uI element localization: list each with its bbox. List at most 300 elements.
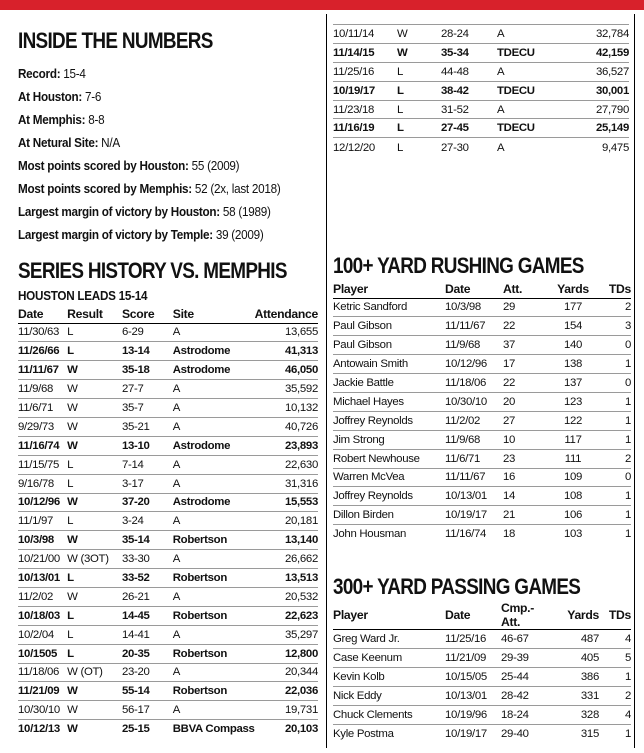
stat-label: At Netural Site: (18, 135, 99, 150)
cell-att: 18 (503, 525, 547, 544)
series-table (18, 305, 318, 739)
table-row (333, 138, 629, 157)
table-row (18, 436, 318, 455)
table-row (333, 725, 631, 744)
cell-result: L (67, 644, 122, 663)
table-row (18, 323, 318, 342)
cell-date: 11/23/18 (333, 100, 397, 119)
cell-score: 27-45 (441, 119, 497, 138)
cell-yards: 315 (553, 725, 599, 744)
cell-date: 10/19/96 (445, 706, 501, 725)
cell-att: 20 (503, 392, 547, 411)
cell-player: Ketric Sandford (333, 298, 445, 317)
cell-date: 11/16/19 (333, 119, 397, 138)
cell-result: L (67, 569, 122, 588)
cell-player: Warren McVea (333, 468, 445, 487)
cell-score: 55-14 (122, 682, 173, 701)
cell-score: 44-48 (441, 62, 497, 81)
cell-yards: 109 (547, 468, 599, 487)
table-row (18, 550, 318, 569)
cell-tds: 1 (599, 411, 631, 430)
cell-date: 11/25/16 (445, 630, 501, 649)
cell-player: Paul Gibson (333, 317, 445, 336)
cell-tds: 1 (599, 506, 631, 525)
passing-title: 300+ YARD PASSING GAMES (333, 574, 581, 599)
column-header: Attendance (255, 305, 318, 323)
cell-date: 11/11/67 (18, 361, 67, 380)
cell-player: Michael Hayes (333, 392, 445, 411)
cell-date: 11/18/06 (445, 374, 503, 393)
table-row (333, 430, 631, 449)
cell-date: 10/12/96 (445, 355, 503, 374)
cell-player: Case Keenum (333, 649, 445, 668)
column-header: Date (445, 601, 501, 630)
cell-site: A (497, 138, 569, 157)
stat-value: 55 (2009) (188, 158, 240, 173)
table-row (333, 81, 629, 100)
cell-result: L (67, 474, 122, 493)
cell-date: 11/16/74 (445, 525, 503, 544)
cell-result: L (67, 342, 122, 361)
cell-site: A (173, 550, 255, 569)
cell-ca: 46-67 (501, 630, 553, 649)
table-row (333, 317, 631, 336)
cell-tds: 1 (599, 725, 631, 744)
table-row (333, 355, 631, 374)
cell-ca: 25-44 (501, 668, 553, 687)
cell-result: L (397, 81, 441, 100)
cell-score: 38-42 (441, 81, 497, 100)
cell-date: 10/19/17 (445, 725, 501, 744)
stat-value: 58 (1989) (219, 204, 271, 219)
cell-att: 12,800 (255, 644, 318, 663)
stat-line (18, 200, 293, 223)
cell-tds: 1 (599, 430, 631, 449)
cell-att: 35,297 (255, 625, 318, 644)
cell-player: Paul Gibson (333, 336, 445, 355)
table-row (18, 380, 318, 399)
cell-site: Astrodome (173, 493, 255, 512)
cell-att: 15,553 (255, 493, 318, 512)
cell-player: Joffrey Reynolds (333, 487, 445, 506)
cell-date: 9/29/73 (18, 417, 67, 436)
cell-score: 26-21 (122, 587, 173, 606)
cell-yards: 331 (553, 687, 599, 706)
cell-player: Jackie Battle (333, 374, 445, 393)
cell-score: 33-30 (122, 550, 173, 569)
cell-att: 37 (503, 336, 547, 355)
table-row (333, 706, 631, 725)
passing-table (333, 601, 631, 744)
column-divider (326, 14, 327, 748)
inside-the-numbers (18, 28, 323, 246)
cell-att: 36,527 (569, 62, 629, 81)
stat-label: Most points scored by Memphis: (18, 181, 192, 196)
cell-score: 23-20 (122, 663, 173, 682)
cell-result: L (67, 625, 122, 644)
cell-date: 10/12/96 (18, 493, 67, 512)
cell-date: 11/9/68 (445, 430, 503, 449)
table-row (333, 336, 631, 355)
table-row (18, 474, 318, 493)
cell-date: 11/30/63 (18, 323, 67, 342)
column-header: Date (18, 305, 67, 323)
cell-tds: 0 (599, 374, 631, 393)
cell-date: 12/12/20 (333, 138, 397, 157)
cell-date: 11/25/16 (333, 62, 397, 81)
inside-title: INSIDE THE NUMBERS (18, 28, 213, 53)
cell-site: A (497, 25, 569, 44)
cell-date: 10/13/01 (445, 487, 503, 506)
cell-date: 10/30/10 (445, 392, 503, 411)
stat-label: Most points scored by Houston: (18, 158, 189, 173)
cell-player: Nick Eddy (333, 687, 445, 706)
table-row (333, 25, 629, 44)
stat-label: Record: (18, 66, 61, 81)
cell-tds: 2 (599, 687, 631, 706)
table-row (333, 449, 631, 468)
table-row (18, 417, 318, 436)
cell-date: 11/15/75 (18, 455, 67, 474)
cell-yards: 123 (547, 392, 599, 411)
cell-score: 35-18 (122, 361, 173, 380)
stat-value: 39 (2009) (212, 227, 264, 242)
cell-att: 19,731 (255, 701, 318, 720)
cell-date: 11/11/67 (445, 317, 503, 336)
cell-site: A (173, 417, 255, 436)
column-header: Yards (547, 280, 599, 298)
cell-tds: 1 (599, 392, 631, 411)
column-header: TDs (599, 601, 631, 630)
table-row (18, 701, 318, 720)
column-header: Player (333, 280, 445, 298)
cell-site: Robertson (173, 569, 255, 588)
cell-site: BBVA Compass (173, 720, 255, 739)
cell-site: A (497, 100, 569, 119)
table-row (333, 411, 631, 430)
cell-tds: 2 (599, 298, 631, 317)
stat-line (18, 108, 293, 131)
cell-att: 22 (503, 374, 547, 393)
series-history-continued (333, 24, 629, 157)
cell-result: L (397, 100, 441, 119)
cell-yards: 405 (553, 649, 599, 668)
table-row (333, 62, 629, 81)
cell-player: Jim Strong (333, 430, 445, 449)
cell-att: 13,655 (255, 323, 318, 342)
cell-player: Dillon Birden (333, 506, 445, 525)
cell-att: 14 (503, 487, 547, 506)
cell-att: 10 (503, 430, 547, 449)
cell-yards: 106 (547, 506, 599, 525)
cell-att: 9,475 (569, 138, 629, 157)
cell-yards: 111 (547, 449, 599, 468)
stat-label: At Memphis: (18, 112, 86, 127)
column-header: Score (122, 305, 173, 323)
cell-date: 11/14/15 (333, 43, 397, 62)
table-row (18, 512, 318, 531)
cell-tds: 4 (599, 630, 631, 649)
cell-att: 22,036 (255, 682, 318, 701)
top-red-bar (0, 0, 644, 10)
cell-result: L (67, 323, 122, 342)
cell-site: Astrodome (173, 436, 255, 455)
cell-att: 10,132 (255, 399, 318, 418)
cell-score: 20-35 (122, 644, 173, 663)
cell-date: 10/15/05 (445, 668, 501, 687)
cell-score: 13-14 (122, 342, 173, 361)
cell-date: 10/3/98 (445, 298, 503, 317)
cell-result: L (397, 138, 441, 157)
cell-att: 30,001 (569, 81, 629, 100)
cell-att: 40,726 (255, 417, 318, 436)
table-row (333, 506, 631, 525)
cell-att: 23,893 (255, 436, 318, 455)
cell-site: A (173, 512, 255, 531)
cell-att: 42,159 (569, 43, 629, 62)
cell-att: 26,662 (255, 550, 318, 569)
cell-att: 41,313 (255, 342, 318, 361)
cell-site: TDECU (497, 119, 569, 138)
cell-yards: 140 (547, 336, 599, 355)
stat-line (18, 131, 293, 154)
table-row (18, 569, 318, 588)
cell-date: 10/3/98 (18, 531, 67, 550)
cell-yards: 137 (547, 374, 599, 393)
cell-date: 10/1505 (18, 644, 67, 663)
table-row (333, 119, 629, 138)
cell-yards: 103 (547, 525, 599, 544)
cell-date: 10/13/01 (445, 687, 501, 706)
cell-att: 13,140 (255, 531, 318, 550)
cell-ca: 18-24 (501, 706, 553, 725)
table-row (18, 342, 318, 361)
cell-yards: 138 (547, 355, 599, 374)
cell-result: W (3OT) (67, 550, 122, 569)
cell-player: Kyle Postma (333, 725, 445, 744)
cell-score: 37-20 (122, 493, 173, 512)
cell-result: W (67, 531, 122, 550)
cell-att: 23 (503, 449, 547, 468)
cell-site: A (173, 625, 255, 644)
cell-score: 56-17 (122, 701, 173, 720)
table-row (18, 720, 318, 739)
cell-date: 11/21/09 (445, 649, 501, 668)
cell-att: 21 (503, 506, 547, 525)
cell-date: 11/9/68 (445, 336, 503, 355)
column-header: TDs (599, 280, 631, 298)
cell-date: 10/2/04 (18, 625, 67, 644)
cell-score: 35-34 (441, 43, 497, 62)
cell-ca: 29-39 (501, 649, 553, 668)
column-header: Site (173, 305, 255, 323)
cell-att: 25,149 (569, 119, 629, 138)
table-row (18, 361, 318, 380)
cell-result: W (67, 682, 122, 701)
cell-att: 46,050 (255, 361, 318, 380)
cell-date: 11/26/66 (18, 342, 67, 361)
cell-att: 27 (503, 411, 547, 430)
cell-site: Astrodome (173, 361, 255, 380)
cell-date: 9/16/78 (18, 474, 67, 493)
cell-score: 6-29 (122, 323, 173, 342)
cell-att: 32,784 (569, 25, 629, 44)
cell-ca: 29-40 (501, 725, 553, 744)
cell-player: Robert Newhouse (333, 449, 445, 468)
table-row (18, 531, 318, 550)
cell-date: 11/2/02 (445, 411, 503, 430)
table-row (18, 625, 318, 644)
cell-player: John Housman (333, 525, 445, 544)
cell-result: L (67, 455, 122, 474)
cell-score: 35-7 (122, 399, 173, 418)
cell-score: 33-52 (122, 569, 173, 588)
cell-site: Robertson (173, 606, 255, 625)
stat-line (18, 154, 293, 177)
cell-date: 11/11/67 (445, 468, 503, 487)
table-row (18, 644, 318, 663)
cell-result: W (OT) (67, 663, 122, 682)
cell-player: Kevin Kolb (333, 668, 445, 687)
cell-tds: 0 (599, 468, 631, 487)
cell-site: Robertson (173, 531, 255, 550)
cell-score: 27-30 (441, 138, 497, 157)
cell-yards: 122 (547, 411, 599, 430)
rushing-section (333, 253, 631, 544)
passing-section (333, 574, 631, 744)
cell-date: 11/2/02 (18, 587, 67, 606)
cell-result: W (397, 43, 441, 62)
table-row (333, 43, 629, 62)
cell-tds: 2 (599, 449, 631, 468)
cell-site: A (173, 474, 255, 493)
table-row (18, 682, 318, 701)
cell-result: L (67, 512, 122, 531)
table-row (333, 374, 631, 393)
cell-result: W (397, 25, 441, 44)
cell-result: W (67, 380, 122, 399)
stat-line (18, 62, 293, 85)
cell-site: A (173, 399, 255, 418)
cell-result: W (67, 361, 122, 380)
cell-score: 14-45 (122, 606, 173, 625)
cell-result: W (67, 417, 122, 436)
cell-result: L (397, 119, 441, 138)
right-edge-rule (634, 14, 635, 748)
cell-date: 10/12/13 (18, 720, 67, 739)
cell-date: 10/13/01 (18, 569, 67, 588)
cell-site: A (173, 663, 255, 682)
cell-score: 3-24 (122, 512, 173, 531)
cell-yards: 108 (547, 487, 599, 506)
cell-tds: 3 (599, 317, 631, 336)
cell-date: 10/21/00 (18, 550, 67, 569)
cell-date: 11/18/06 (18, 663, 67, 682)
cell-site: TDECU (497, 81, 569, 100)
cell-site: A (497, 62, 569, 81)
cell-att: 29 (503, 298, 547, 317)
cell-date: 10/19/17 (333, 81, 397, 100)
cell-site: A (173, 380, 255, 399)
stat-label: At Houston: (18, 89, 82, 104)
cell-date: 11/1/97 (18, 512, 67, 531)
table-row (333, 392, 631, 411)
cell-tds: 0 (599, 336, 631, 355)
cell-score: 27-7 (122, 380, 173, 399)
cell-tds: 5 (599, 649, 631, 668)
cell-score: 28-24 (441, 25, 497, 44)
cell-att: 31,316 (255, 474, 318, 493)
cell-yards: 386 (553, 668, 599, 687)
cell-date: 11/16/74 (18, 436, 67, 455)
cell-date: 11/21/09 (18, 682, 67, 701)
series-history (18, 258, 318, 739)
stats-list (18, 62, 323, 246)
cell-score: 35-21 (122, 417, 173, 436)
cell-result: W (67, 399, 122, 418)
cell-player: Joffrey Reynolds (333, 411, 445, 430)
cell-yards: 177 (547, 298, 599, 317)
stat-value: 8-8 (85, 112, 105, 127)
cell-player: Antowain Smith (333, 355, 445, 374)
cell-att: 22 (503, 317, 547, 336)
stat-value: 7-6 (81, 89, 102, 104)
table-row (18, 606, 318, 625)
table-row (333, 649, 631, 668)
cell-tds: 1 (599, 668, 631, 687)
cell-date: 11/6/71 (18, 399, 67, 418)
cell-result: W (67, 493, 122, 512)
cell-att: 22,623 (255, 606, 318, 625)
cell-site: TDECU (497, 43, 569, 62)
column-header: Cmp.-Att. (501, 601, 553, 630)
cell-date: 10/18/03 (18, 606, 67, 625)
table-row (333, 687, 631, 706)
rushing-table (333, 280, 631, 544)
cell-yards: 328 (553, 706, 599, 725)
cell-att: 17 (503, 355, 547, 374)
table-row (333, 630, 631, 649)
cell-ca: 28-42 (501, 687, 553, 706)
series-subtitle: HOUSTON LEADS 15-14 (18, 288, 148, 303)
cell-site: A (173, 323, 255, 342)
cell-date: 10/11/14 (333, 25, 397, 44)
column-header: Date (445, 280, 503, 298)
cell-site: A (173, 455, 255, 474)
cell-yards: 117 (547, 430, 599, 449)
cell-result: W (67, 436, 122, 455)
cell-player: Greg Ward Jr. (333, 630, 445, 649)
cell-att: 13,513 (255, 569, 318, 588)
cell-att: 20,532 (255, 587, 318, 606)
table-row (333, 298, 631, 317)
series-continued-table (333, 24, 629, 157)
cell-site: Robertson (173, 644, 255, 663)
cell-score: 25-15 (122, 720, 173, 739)
rushing-title: 100+ YARD RUSHING GAMES (333, 253, 584, 278)
cell-att: 20,181 (255, 512, 318, 531)
cell-score: 7-14 (122, 455, 173, 474)
cell-att: 20,344 (255, 663, 318, 682)
cell-result: W (67, 720, 122, 739)
cell-site: A (173, 587, 255, 606)
table-row (18, 493, 318, 512)
table-row (18, 587, 318, 606)
cell-score: 13-10 (122, 436, 173, 455)
cell-yards: 154 (547, 317, 599, 336)
series-title: SERIES HISTORY VS. MEMPHIS (18, 258, 287, 283)
stat-line (18, 177, 293, 200)
